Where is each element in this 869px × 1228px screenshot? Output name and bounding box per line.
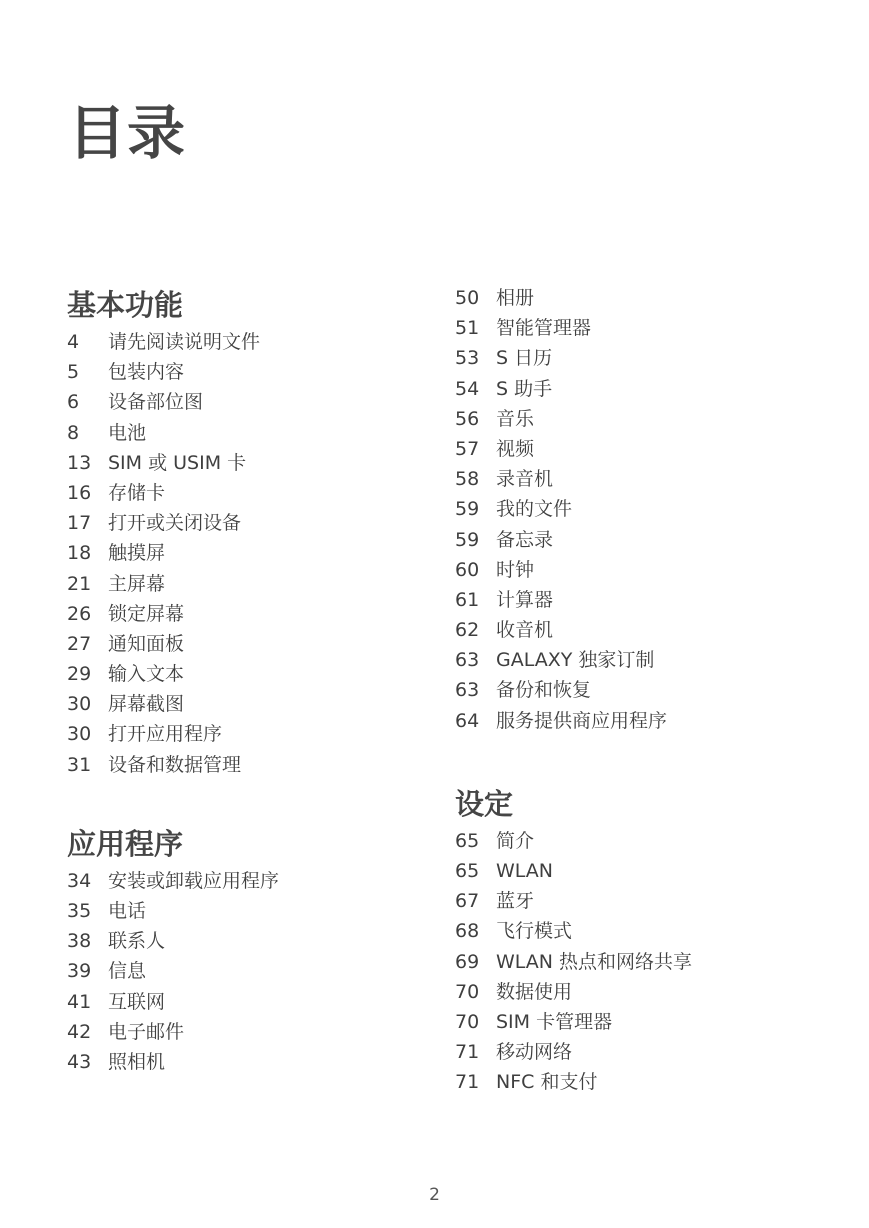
toc-list-applications-continued: [455, 283, 855, 736]
toc-entry-page-number: 18: [67, 542, 92, 565]
toc-entry[interactable]: [67, 418, 427, 448]
toc-entry-page-number: 13: [67, 451, 92, 474]
toc-entry[interactable]: [455, 374, 855, 404]
toc-entry-page-number: 71: [455, 1041, 480, 1064]
toc-entry-label: 照相机: [108, 1050, 166, 1073]
toc-entry[interactable]: [67, 569, 427, 599]
toc-entry-label: 电话: [108, 900, 147, 922]
toc-entry[interactable]: [67, 1047, 427, 1077]
toc-entry-label: 打开应用程序: [108, 723, 223, 746]
toc-entry-label: 锁定屏幕: [108, 602, 185, 625]
page-number: 2: [429, 1185, 440, 1205]
toc-entry-label: 相册: [496, 287, 535, 309]
toc-entry-label: 输入文本: [108, 663, 185, 686]
toc-entry-label: 简介: [496, 829, 535, 852]
section-gap: [67, 780, 427, 822]
toc-entry[interactable]: [455, 1067, 855, 1097]
toc-entry-page-number: 60: [455, 558, 480, 581]
toc-entry-label: 音乐: [496, 407, 535, 430]
toc-entry-label: 电池: [108, 421, 147, 444]
toc-list-applications: [67, 866, 427, 1077]
toc-entry-label: 计算器: [496, 588, 554, 611]
toc-entry[interactable]: [455, 977, 855, 1007]
toc-entry-label: 包装内容: [108, 361, 185, 384]
toc-entry[interactable]: [455, 675, 855, 705]
toc-entry[interactable]: [67, 659, 427, 689]
toc-entry-label: 我的文件: [496, 498, 573, 521]
toc-entry-label: 时钟: [496, 558, 535, 581]
toc-left-column: [67, 283, 427, 1077]
toc-entry-label: SIM 或 USIM 卡: [108, 451, 247, 474]
toc-entry-page-number: 6: [67, 391, 80, 414]
toc-entry[interactable]: [455, 434, 855, 464]
toc-entry-label: 触摸屏: [108, 542, 166, 565]
toc-entry[interactable]: [455, 886, 855, 916]
toc-entry-page-number: 17: [67, 512, 92, 535]
toc-entry-page-number: 61: [455, 588, 480, 611]
toc-entry-label: 联系人: [108, 930, 166, 953]
toc-entry-label: 蓝牙: [496, 890, 535, 913]
toc-entry-label: S 日历: [496, 347, 553, 370]
toc-entry-label: NFC 和支付: [496, 1071, 598, 1094]
toc-entry[interactable]: [455, 1007, 855, 1037]
toc-entry-page-number: 59: [455, 498, 480, 521]
toc-entry-label: S 助手: [496, 377, 553, 400]
section-heading-applications: 应用程序: [67, 826, 184, 861]
toc-entry-label: 收音机: [496, 619, 554, 642]
toc-entry-page-number: 38: [67, 930, 92, 953]
toc-entry-label: 服务提供商应用程序: [496, 709, 668, 732]
page-title: 目录: [68, 99, 187, 167]
toc-entry[interactable]: [67, 956, 427, 986]
toc-entry-label: 安装或卸载应用程序: [108, 869, 280, 892]
toc-entry[interactable]: [455, 645, 855, 675]
toc-entry-label: 录音机: [496, 468, 554, 491]
toc-entry-label: 智能管理器: [496, 317, 592, 340]
toc-entry-page-number: 21: [67, 572, 92, 595]
toc-entry-label: 备份和恢复: [496, 679, 592, 702]
toc-entry-page-number: 63: [455, 649, 480, 672]
toc-entry-page-number: 69: [455, 950, 480, 973]
toc-entry-page-number: 68: [455, 920, 480, 943]
toc-entry[interactable]: [455, 525, 855, 555]
toc-entry-label: 视频: [496, 437, 535, 460]
toc-entry[interactable]: [455, 494, 855, 524]
toc-entry-page-number: 65: [455, 860, 480, 882]
toc-entry-page-number: 29: [67, 663, 92, 686]
toc-entry-page-number: 50: [455, 287, 480, 309]
toc-entry[interactable]: [455, 283, 855, 313]
toc-entry[interactable]: [455, 856, 855, 886]
toc-list-settings: [455, 826, 855, 1098]
toc-entry[interactable]: [455, 826, 855, 856]
toc-entry-page-number: 5: [67, 361, 80, 384]
toc-entry[interactable]: [455, 313, 855, 343]
toc-right-column: [455, 283, 855, 1098]
toc-entry[interactable]: [67, 629, 427, 659]
toc-entry[interactable]: [67, 478, 427, 508]
section-heading-basic-functions: 基本功能: [67, 288, 184, 322]
toc-entry-label: SIM 卡管理器: [496, 1010, 613, 1033]
toc-entry-page-number: 59: [455, 528, 480, 551]
toc-entry-label: 通知面板: [108, 632, 185, 655]
toc-entry-page-number: 42: [67, 1020, 92, 1043]
toc-entry-page-number: 54: [455, 377, 480, 400]
toc-entry[interactable]: [67, 599, 427, 629]
toc-entry-page-number: 26: [67, 602, 92, 625]
toc-entry-label: WLAN: [496, 860, 554, 882]
toc-entry[interactable]: [455, 343, 855, 373]
toc-entry-page-number: 4: [67, 331, 80, 353]
toc-entry[interactable]: [67, 750, 427, 780]
toc-entry[interactable]: [67, 866, 427, 896]
toc-entry-page-number: 58: [455, 468, 480, 491]
toc-entry[interactable]: [455, 916, 855, 946]
toc-entry-page-number: 41: [67, 990, 92, 1013]
toc-entry-label: WLAN 热点和网络共享: [496, 950, 693, 973]
toc-entry-page-number: 57: [455, 437, 480, 460]
toc-list-basic-functions: [67, 327, 427, 780]
toc-entry-page-number: 34: [67, 869, 92, 892]
toc-entry-page-number: 56: [455, 407, 480, 430]
toc-entry-label: 信息: [108, 960, 147, 983]
toc-entry-page-number: 67: [455, 890, 480, 913]
toc-entry-page-number: 27: [67, 632, 92, 655]
toc-entry-page-number: 53: [455, 347, 480, 370]
toc-entry-page-number: 51: [455, 317, 480, 340]
toc-entry-page-number: 30: [67, 693, 92, 716]
toc-entry-label: 打开或关闭设备: [108, 512, 242, 535]
toc-entry[interactable]: [455, 706, 855, 736]
toc-entry-page-number: 43: [67, 1050, 92, 1073]
toc-entry-label: 存储卡: [108, 481, 166, 504]
toc-entry-page-number: 30: [67, 723, 92, 746]
toc-entry-page-number: 65: [455, 829, 480, 852]
toc-entry-label: 电子邮件: [108, 1020, 185, 1043]
toc-entry[interactable]: [67, 987, 427, 1017]
toc-entry-page-number: 16: [67, 481, 92, 504]
toc-entry[interactable]: [67, 926, 427, 956]
toc-entry[interactable]: [67, 448, 427, 478]
toc-entry[interactable]: [67, 719, 427, 749]
toc-entry-label: 互联网: [108, 990, 166, 1013]
toc-entry[interactable]: [67, 327, 427, 357]
toc-entry[interactable]: [455, 555, 855, 585]
toc-entry[interactable]: [455, 585, 855, 615]
toc-entry[interactable]: [67, 538, 427, 568]
toc-entry[interactable]: [455, 615, 855, 645]
toc-entry-label: 数据使用: [496, 980, 573, 1003]
toc-entry[interactable]: [67, 1017, 427, 1047]
toc-entry-label: 移动网络: [496, 1041, 573, 1064]
toc-entry-page-number: 63: [455, 679, 480, 702]
toc-entry-label: 备忘录: [496, 528, 554, 551]
section-heading-settings: 设定: [455, 786, 514, 821]
toc-entry[interactable]: [455, 464, 855, 494]
toc-entry-page-number: 39: [67, 960, 92, 983]
toc-entry-label: 设备和数据管理: [108, 753, 242, 776]
toc-entry[interactable]: [455, 1037, 855, 1067]
toc-entry[interactable]: [455, 404, 855, 434]
toc-entry-page-number: 71: [455, 1071, 480, 1094]
toc-entry-page-number: 35: [67, 900, 92, 922]
toc-entry-label: 主屏幕: [108, 572, 166, 595]
toc-entry-label: 设备部位图: [108, 391, 204, 414]
toc-entry-page-number: 62: [455, 619, 480, 642]
toc-entry-label: 飞行模式: [496, 920, 573, 943]
toc-entry[interactable]: [67, 689, 427, 719]
toc-entry[interactable]: [67, 387, 427, 417]
toc-entry[interactable]: [67, 357, 427, 387]
toc-entry-page-number: 8: [67, 421, 80, 444]
toc-entry-label: GALAXY 独家订制: [496, 649, 655, 672]
toc-entry[interactable]: [455, 947, 855, 977]
toc-entry-label: 请先阅读说明文件: [108, 331, 261, 353]
toc-entry-page-number: 70: [455, 980, 480, 1003]
toc-entry-label: 屏幕截图: [108, 693, 185, 716]
toc-entry-page-number: 70: [455, 1010, 480, 1033]
section-gap: [455, 736, 855, 782]
toc-entry[interactable]: [67, 508, 427, 538]
toc-entry[interactable]: [67, 896, 427, 926]
toc-entry-page-number: 31: [67, 753, 92, 776]
toc-entry-page-number: 64: [455, 709, 480, 732]
